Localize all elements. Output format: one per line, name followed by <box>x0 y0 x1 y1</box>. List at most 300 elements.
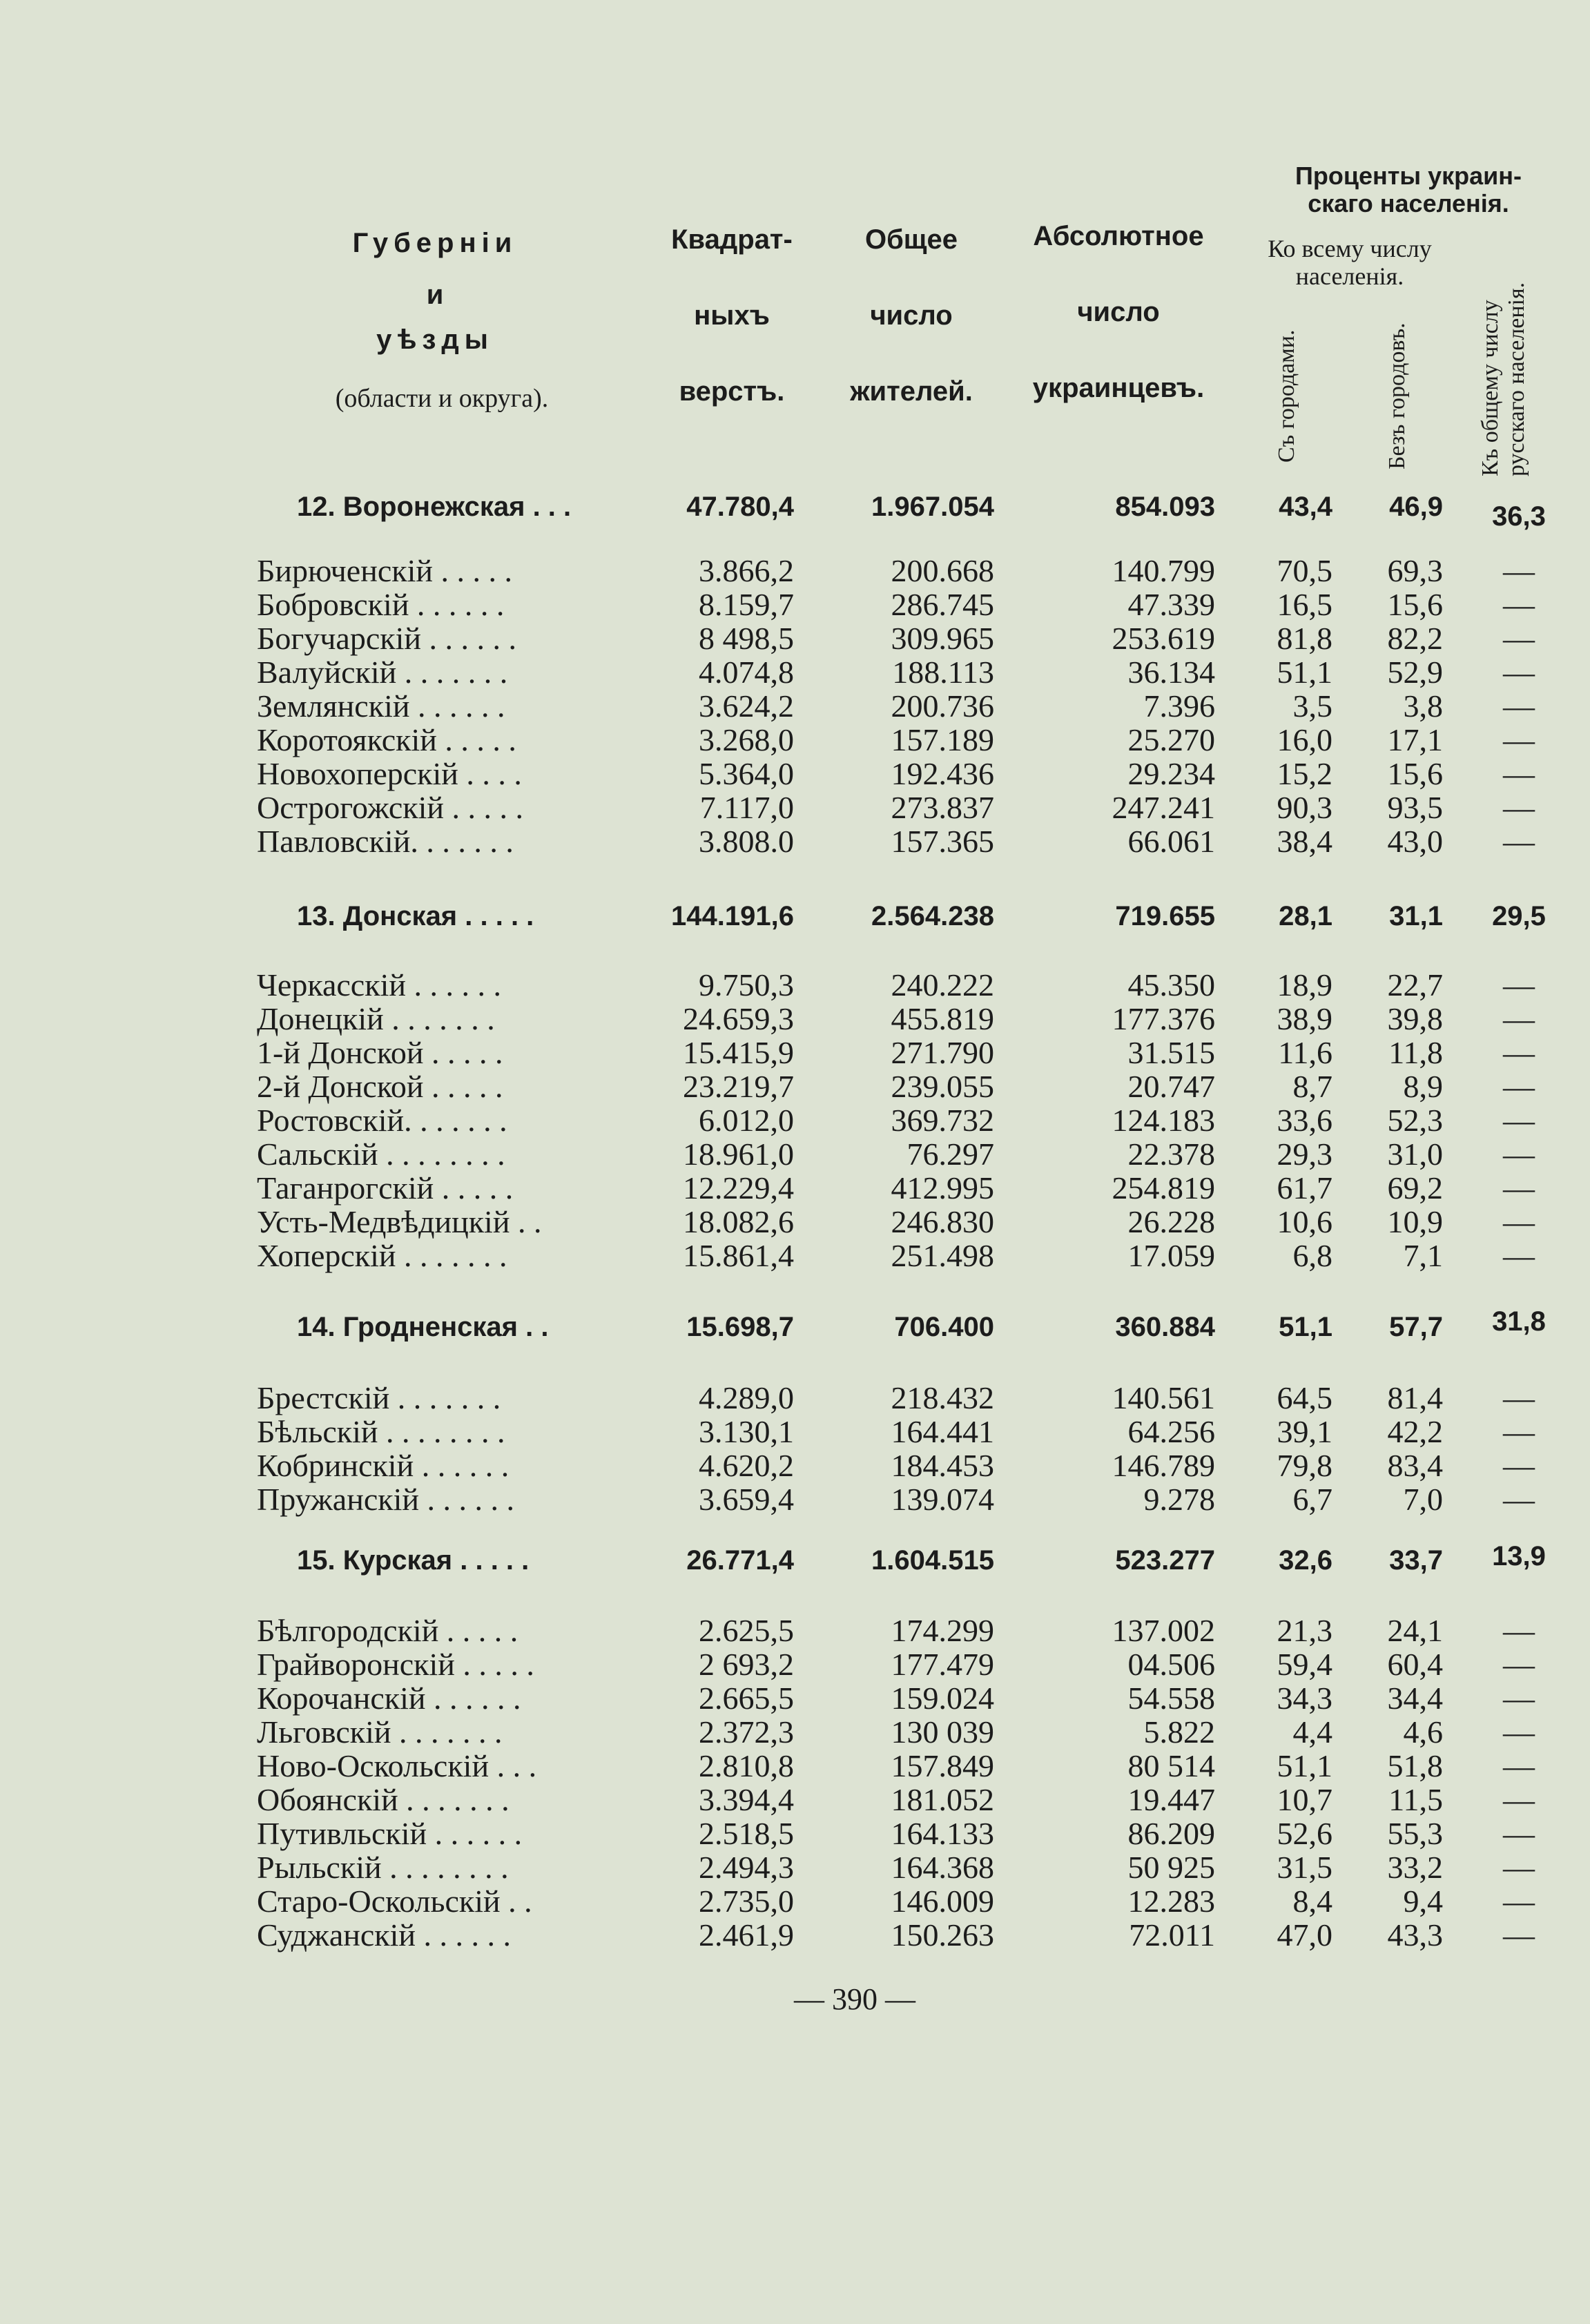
district-pct-without: 82,2 <box>1387 621 1443 656</box>
district-area: 18.961,0 <box>683 1136 794 1172</box>
district-row <box>0 967 1590 1001</box>
district-total: 188.113 <box>892 655 994 690</box>
district-pct-russian: — <box>1503 655 1535 690</box>
district-pct-with: 6,7 <box>1292 1482 1332 1517</box>
district-area: 4.074,8 <box>699 655 794 690</box>
district-pct-russian: — <box>1503 1816 1535 1851</box>
gov-area: 26.771,4 <box>686 1545 794 1576</box>
district-pct-russian: — <box>1503 824 1535 859</box>
district-area: 2.735,0 <box>699 1884 794 1919</box>
district-row <box>0 1917 1590 1951</box>
district-pct-without: 69,3 <box>1387 553 1443 588</box>
district-total: 286.745 <box>891 587 994 622</box>
district-area: 2.494,3 <box>699 1850 794 1885</box>
district-row <box>0 722 1590 756</box>
district-area: 3.268,0 <box>699 722 794 757</box>
gov-pct-russian: 31,8 <box>1492 1306 1546 1337</box>
district-row <box>0 1849 1590 1884</box>
district-pct-without: 15,6 <box>1387 587 1443 622</box>
district-pct-without: 15,6 <box>1387 756 1443 791</box>
district-pct-russian: — <box>1503 756 1535 791</box>
gov-total: 1.967.054 <box>871 492 994 522</box>
gov-row <box>0 1306 1590 1346</box>
district-area: 18.082,6 <box>683 1204 794 1239</box>
header-pct-without-towns: Безъ городовъ. <box>1384 322 1410 469</box>
district-name: Новохоперскій . . . . <box>257 756 522 791</box>
district-pct-without: 83,4 <box>1387 1448 1443 1483</box>
district-name: Сальскій . . . . . . . . <box>257 1136 505 1172</box>
district-pct-with: 6,8 <box>1292 1238 1332 1273</box>
district-ukr: 124.183 <box>1112 1103 1215 1138</box>
district-pct-russian: — <box>1503 1884 1535 1919</box>
district-pct-with: 21,3 <box>1277 1613 1332 1648</box>
district-ukr: 54.558 <box>1127 1681 1215 1716</box>
district-name: Грайворонскій . . . . . <box>257 1647 534 1682</box>
header-pct-title-2: скаго населенія. <box>1308 189 1509 217</box>
district-row <box>0 789 1590 824</box>
district-row <box>0 1237 1590 1272</box>
district-pct-with: 64,5 <box>1277 1380 1332 1415</box>
header-abs-1: Абсолютное <box>1033 221 1204 251</box>
district-area: 9.750,3 <box>699 967 794 1003</box>
gov-ukr: 854.093 <box>1115 492 1215 522</box>
district-row <box>0 654 1590 688</box>
district-name: Ростовскій. . . . . . . <box>257 1103 507 1138</box>
district-pct-with: 51,1 <box>1277 655 1332 690</box>
page-number: — 390 — <box>794 1982 915 2016</box>
gov-pct-russian: 29,5 <box>1492 901 1546 931</box>
district-total: 164.441 <box>891 1414 994 1449</box>
district-name: Таганрогскій . . . . . <box>257 1170 514 1205</box>
district-pct-with: 4,4 <box>1292 1714 1332 1750</box>
district-row <box>0 1102 1590 1136</box>
district-pct-without: 52,9 <box>1387 655 1443 690</box>
district-pct-with: 81,8 <box>1277 621 1332 656</box>
district-pct-with: 16,5 <box>1277 587 1332 622</box>
district-pct-russian: — <box>1503 1714 1535 1750</box>
gov-pct-without: 46,9 <box>1389 492 1443 522</box>
district-row <box>0 823 1590 858</box>
district-total: 184.453 <box>891 1448 994 1483</box>
district-ukr: 20.747 <box>1127 1069 1215 1104</box>
district-row <box>0 1680 1590 1714</box>
district-area: 15.861,4 <box>683 1238 794 1273</box>
district-pct-russian: — <box>1503 621 1535 656</box>
district-name: Коротоякскій . . . . . <box>257 722 516 757</box>
gov-row <box>0 1541 1590 1580</box>
district-pct-without: 33,2 <box>1387 1850 1443 1885</box>
gov-pct-without: 31,1 <box>1389 901 1443 931</box>
district-pct-with: 38,9 <box>1277 1001 1332 1036</box>
district-row <box>0 1413 1590 1448</box>
district-total: 200.668 <box>891 553 994 588</box>
district-total: 455.819 <box>891 1001 994 1036</box>
district-total: 76.297 <box>907 1136 994 1172</box>
district-total: 164.133 <box>891 1816 994 1851</box>
district-total: 157.849 <box>891 1748 994 1783</box>
header-gub-and: и <box>426 280 444 310</box>
district-pct-with: 33,6 <box>1277 1103 1332 1138</box>
district-name: Корочанскій . . . . . . <box>257 1681 521 1716</box>
district-name: Ново-Оскольскій . . . <box>257 1748 537 1783</box>
district-pct-without: 93,5 <box>1387 790 1443 825</box>
district-total: 146.009 <box>891 1884 994 1919</box>
district-ukr: 47.339 <box>1127 587 1215 622</box>
district-pct-russian: — <box>1503 587 1535 622</box>
district-ukr: 80 514 <box>1127 1748 1215 1783</box>
district-row <box>0 1646 1590 1681</box>
district-name: Бирюченскій . . . . . <box>257 553 512 588</box>
district-pct-russian: — <box>1503 1170 1535 1205</box>
gov-name: 15. Курская . . . . . <box>297 1545 530 1576</box>
district-pct-russian: — <box>1503 1681 1535 1716</box>
district-row <box>0 1379 1590 1414</box>
district-row <box>0 586 1590 621</box>
district-total: 251.498 <box>891 1238 994 1273</box>
header-total-1: Общее <box>864 224 958 255</box>
district-ukr: 19.447 <box>1127 1782 1215 1817</box>
district-row <box>0 1815 1590 1850</box>
district-ukr: 253.619 <box>1112 621 1215 656</box>
district-pct-russian: — <box>1503 1204 1535 1239</box>
gov-ukr: 523.277 <box>1115 1545 1215 1576</box>
district-pct-russian: — <box>1503 1069 1535 1104</box>
district-row <box>0 1136 1590 1170</box>
district-pct-with: 34,3 <box>1277 1681 1332 1716</box>
gov-pct-with: 32,6 <box>1279 1545 1332 1576</box>
district-name: Черкасскій . . . . . . <box>257 967 501 1003</box>
district-pct-russian: — <box>1503 1850 1535 1885</box>
district-ukr: 45.350 <box>1127 967 1215 1003</box>
district-name: Бобровскій . . . . . . <box>257 587 505 622</box>
district-name: 2-й Донской . . . . . <box>257 1069 503 1104</box>
header-abs-2: число <box>1077 297 1160 327</box>
gov-total: 2.564.238 <box>871 901 994 931</box>
district-pct-without: 3,8 <box>1403 688 1443 724</box>
district-pct-without: 43,0 <box>1387 824 1443 859</box>
district-area: 2 693,2 <box>699 1647 794 1682</box>
district-ukr: 12.283 <box>1127 1884 1215 1919</box>
district-ukr: 26.228 <box>1127 1204 1215 1239</box>
district-ukr: 17.059 <box>1127 1238 1215 1273</box>
district-pct-without: 55,3 <box>1387 1816 1443 1851</box>
header-pct-sub <box>1250 235 1450 290</box>
header-area-3: верстъ. <box>679 376 785 407</box>
district-area: 6.012,0 <box>699 1103 794 1138</box>
district-area: 4.289,0 <box>699 1380 794 1415</box>
district-pct-russian: — <box>1503 1238 1535 1273</box>
district-pct-without: 34,4 <box>1387 1681 1443 1716</box>
district-pct-russian: — <box>1503 1613 1535 1648</box>
header-pct-title <box>1277 162 1540 217</box>
district-total: 200.736 <box>891 688 994 724</box>
header-gub-regions: (области и округа). <box>335 384 549 413</box>
district-ukr: 50 925 <box>1127 1850 1215 1885</box>
district-pct-without: 8,9 <box>1403 1069 1443 1104</box>
header-area-2: ныхъ <box>694 300 770 331</box>
district-total: 271.790 <box>891 1035 994 1070</box>
district-area: 4.620,2 <box>699 1448 794 1483</box>
district-area: 23.219,7 <box>683 1069 794 1104</box>
district-area: 2.625,5 <box>699 1613 794 1648</box>
gov-area: 144.191,6 <box>671 901 794 931</box>
district-area: 8 498,5 <box>699 621 794 656</box>
district-name: Богучарскій . . . . . . <box>257 621 516 656</box>
district-pct-with: 52,6 <box>1277 1816 1332 1851</box>
district-area: 3.808.0 <box>699 824 794 859</box>
district-pct-with: 38,4 <box>1277 824 1332 859</box>
district-row <box>0 755 1590 790</box>
district-name: Павловскій. . . . . . . <box>257 824 514 859</box>
district-name: Брестскій . . . . . . . <box>257 1380 501 1415</box>
district-pct-with: 10,7 <box>1277 1782 1332 1817</box>
district-name: Донецкій . . . . . . . <box>257 1001 495 1036</box>
gov-name: 14. Гродненская . . <box>297 1312 549 1342</box>
district-area: 2.372,3 <box>699 1714 794 1750</box>
district-pct-with: 29,3 <box>1277 1136 1332 1172</box>
district-name: Пружанскій . . . . . . <box>257 1482 514 1517</box>
header-pct-russian-2: русскаго населенія. <box>1504 282 1529 476</box>
gov-pct-russian: 13,9 <box>1492 1541 1546 1571</box>
district-total: 273.837 <box>891 790 994 825</box>
district-name: Усть-Медвѣдицкій . . <box>257 1204 542 1239</box>
district-row <box>0 1714 1590 1748</box>
district-pct-with: 8,7 <box>1292 1069 1332 1104</box>
header-pct-russian <box>1477 262 1530 476</box>
district-total: 412.995 <box>891 1170 994 1205</box>
gov-pct-without: 33,7 <box>1389 1545 1443 1576</box>
district-pct-without: 4,6 <box>1403 1714 1443 1750</box>
district-area: 24.659,3 <box>683 1001 794 1036</box>
gov-name: 13. Донская . . . . . <box>297 901 534 931</box>
district-ukr: 177.376 <box>1112 1001 1215 1036</box>
header-pct-title-1: Проценты украин- <box>1295 162 1522 190</box>
gov-ukr: 719.655 <box>1115 901 1215 931</box>
district-ukr: 64.256 <box>1127 1414 1215 1449</box>
district-ukr: 140.561 <box>1112 1380 1215 1415</box>
district-name: Острогожскій . . . . . <box>257 790 523 825</box>
district-pct-russian: — <box>1503 1414 1535 1449</box>
district-total: 369.732 <box>891 1103 994 1138</box>
district-area: 7.117,0 <box>699 790 794 825</box>
district-pct-without: 17,1 <box>1387 722 1443 757</box>
district-total: 246.830 <box>891 1204 994 1239</box>
district-area: 2.810,8 <box>699 1748 794 1783</box>
district-pct-russian: — <box>1503 1448 1535 1483</box>
district-ukr: 140.799 <box>1112 553 1215 588</box>
district-area: 3.624,2 <box>699 688 794 724</box>
district-pct-with: 90,3 <box>1277 790 1332 825</box>
header-gub-districts: уѣзды <box>376 325 494 355</box>
district-area: 3.659,4 <box>699 1482 794 1517</box>
district-area: 3.394,4 <box>699 1782 794 1817</box>
district-pct-with: 16,0 <box>1277 722 1332 757</box>
district-name: Землянскій . . . . . . <box>257 688 505 724</box>
district-pct-with: 15,2 <box>1277 756 1332 791</box>
district-ukr: 254.819 <box>1112 1170 1215 1205</box>
district-pct-with: 31,5 <box>1277 1850 1332 1885</box>
district-total: 164.368 <box>891 1850 994 1885</box>
district-pct-with: 47,0 <box>1277 1917 1332 1953</box>
district-name: Бѣльскій . . . . . . . . <box>257 1414 505 1449</box>
district-row <box>0 552 1590 587</box>
district-total: 240.222 <box>891 967 994 1003</box>
gov-area: 15.698,7 <box>686 1312 794 1342</box>
district-pct-without: 52,3 <box>1387 1103 1443 1138</box>
district-ukr: 36.134 <box>1127 655 1215 690</box>
district-ukr: 29.234 <box>1127 756 1215 791</box>
district-total: 139.074 <box>891 1482 994 1517</box>
district-area: 2.461,9 <box>699 1917 794 1953</box>
header-pct-sub-1: Ко всему числу <box>1268 235 1432 262</box>
district-row <box>0 1170 1590 1204</box>
district-ukr: 25.270 <box>1127 722 1215 757</box>
district-name: Льговскій . . . . . . . <box>257 1714 503 1750</box>
gov-total: 1.604.515 <box>871 1545 994 1576</box>
district-pct-without: 43,3 <box>1387 1917 1443 1953</box>
district-row <box>0 1612 1590 1647</box>
district-total: 174.299 <box>891 1613 994 1648</box>
district-pct-with: 8,4 <box>1292 1884 1332 1919</box>
district-ukr: 9.278 <box>1143 1482 1215 1517</box>
district-row <box>0 1203 1590 1238</box>
district-area: 8.159,7 <box>699 587 794 622</box>
district-pct-russian: — <box>1503 1136 1535 1172</box>
district-pct-with: 79,8 <box>1277 1448 1332 1483</box>
district-pct-russian: — <box>1503 790 1535 825</box>
district-pct-with: 51,1 <box>1277 1748 1332 1783</box>
district-ukr: 5.822 <box>1143 1714 1215 1750</box>
gov-ukr: 360.884 <box>1115 1312 1215 1342</box>
header-pct-russian-1: Къ общему числу <box>1477 300 1503 476</box>
district-pct-with: 61,7 <box>1277 1170 1332 1205</box>
district-ukr: 04.506 <box>1127 1647 1215 1682</box>
district-pct-russian: — <box>1503 1482 1535 1517</box>
district-area: 3.866,2 <box>699 553 794 588</box>
district-pct-russian: — <box>1503 1647 1535 1682</box>
district-ukr: 146.789 <box>1112 1448 1215 1483</box>
district-pct-with: 59,4 <box>1277 1647 1332 1682</box>
district-pct-without: 31,0 <box>1387 1136 1443 1172</box>
district-row <box>0 1000 1590 1035</box>
gov-pct-with: 51,1 <box>1279 1312 1332 1342</box>
district-row <box>0 1781 1590 1816</box>
district-area: 3.130,1 <box>699 1414 794 1449</box>
district-pct-with: 11,6 <box>1278 1035 1332 1070</box>
district-name: Валуйскій . . . . . . . <box>257 655 508 690</box>
district-pct-russian: — <box>1503 1035 1535 1070</box>
district-name: Суджанскій . . . . . . <box>257 1917 512 1953</box>
district-ukr: 86.209 <box>1127 1816 1215 1851</box>
district-total: 150.263 <box>891 1917 994 1953</box>
header-total-2: число <box>870 300 953 331</box>
district-pct-without: 51,8 <box>1387 1748 1443 1783</box>
district-name: Путивльскій . . . . . . <box>257 1816 523 1851</box>
district-row <box>0 1068 1590 1103</box>
district-name: Кобринскій . . . . . . <box>257 1448 510 1483</box>
district-pct-with: 39,1 <box>1277 1414 1332 1449</box>
header-area-1: Квадрат- <box>671 224 793 255</box>
district-pct-without: 42,2 <box>1387 1414 1443 1449</box>
district-area: 5.364,0 <box>699 756 794 791</box>
district-total: 192.436 <box>891 756 994 791</box>
header-abs-3: украинцевъ. <box>1032 373 1205 403</box>
district-pct-without: 81,4 <box>1387 1380 1443 1415</box>
district-area: 12.229,4 <box>683 1170 794 1205</box>
district-pct-russian: — <box>1503 1001 1535 1036</box>
gov-pct-russian: 36,3 <box>1492 501 1546 532</box>
district-pct-without: 10,9 <box>1387 1204 1443 1239</box>
header-pct-sub-2: населенія. <box>1295 262 1404 290</box>
district-name: Старо-Оскольскій . . <box>257 1884 532 1919</box>
district-name: Рыльскій . . . . . . . . <box>257 1850 509 1885</box>
district-pct-russian: — <box>1503 1917 1535 1953</box>
district-pct-with: 3,5 <box>1292 688 1332 724</box>
header-governorates <box>331 228 539 259</box>
district-row <box>0 688 1590 722</box>
district-pct-without: 11,5 <box>1388 1782 1443 1817</box>
district-ukr: 72.011 <box>1129 1917 1215 1953</box>
district-name: Обоянскій . . . . . . . <box>257 1782 510 1817</box>
district-pct-russian: — <box>1503 1103 1535 1138</box>
gov-row <box>0 901 1590 936</box>
district-total: 181.052 <box>891 1782 994 1817</box>
district-row <box>0 620 1590 655</box>
district-pct-without: 60,4 <box>1387 1647 1443 1682</box>
district-area: 2.665,5 <box>699 1681 794 1716</box>
district-pct-without: 7,1 <box>1403 1238 1443 1273</box>
gov-row <box>0 492 1590 532</box>
district-pct-without: 11,8 <box>1388 1035 1443 1070</box>
gov-area: 47.780,4 <box>686 492 794 522</box>
district-pct-without: 9,4 <box>1403 1884 1443 1919</box>
district-pct-with: 70,5 <box>1277 553 1332 588</box>
district-pct-with: 18,9 <box>1277 967 1332 1003</box>
district-pct-without: 39,8 <box>1387 1001 1443 1036</box>
district-area: 2.518,5 <box>699 1816 794 1851</box>
district-name: Хоперскій . . . . . . . <box>257 1238 507 1273</box>
district-pct-russian: — <box>1503 1380 1535 1415</box>
district-total: 159.024 <box>891 1681 994 1716</box>
gov-pct-with: 43,4 <box>1279 492 1332 522</box>
district-row <box>0 1883 1590 1917</box>
district-ukr: 247.241 <box>1112 790 1215 825</box>
district-area: 15.415,9 <box>683 1035 794 1070</box>
district-ukr: 66.061 <box>1127 824 1215 859</box>
header-total-3: жителей. <box>850 376 973 407</box>
district-pct-without: 24,1 <box>1387 1613 1443 1648</box>
district-total: 239.055 <box>891 1069 994 1104</box>
district-pct-without: 69,2 <box>1387 1170 1443 1205</box>
district-row <box>0 1747 1590 1782</box>
header-pct-with-towns: Съ городами. <box>1274 329 1299 463</box>
district-row <box>0 1034 1590 1069</box>
district-pct-without: 7,0 <box>1403 1482 1443 1517</box>
district-total: 177.479 <box>891 1647 994 1682</box>
district-total: 130 039 <box>891 1714 994 1750</box>
district-total: 157.189 <box>891 722 994 757</box>
gov-name: 12. Воронежская . . . <box>297 492 572 522</box>
header-gub-line1: Губерніи <box>352 228 518 258</box>
district-pct-with: 10,6 <box>1277 1204 1332 1239</box>
gov-total: 706.400 <box>894 1312 994 1342</box>
district-pct-russian: — <box>1503 722 1535 757</box>
district-row <box>0 1481 1590 1516</box>
district-total: 218.432 <box>891 1380 994 1415</box>
district-row <box>0 1447 1590 1482</box>
gov-pct-without: 57,7 <box>1389 1312 1443 1342</box>
district-ukr: 7.396 <box>1143 688 1215 724</box>
